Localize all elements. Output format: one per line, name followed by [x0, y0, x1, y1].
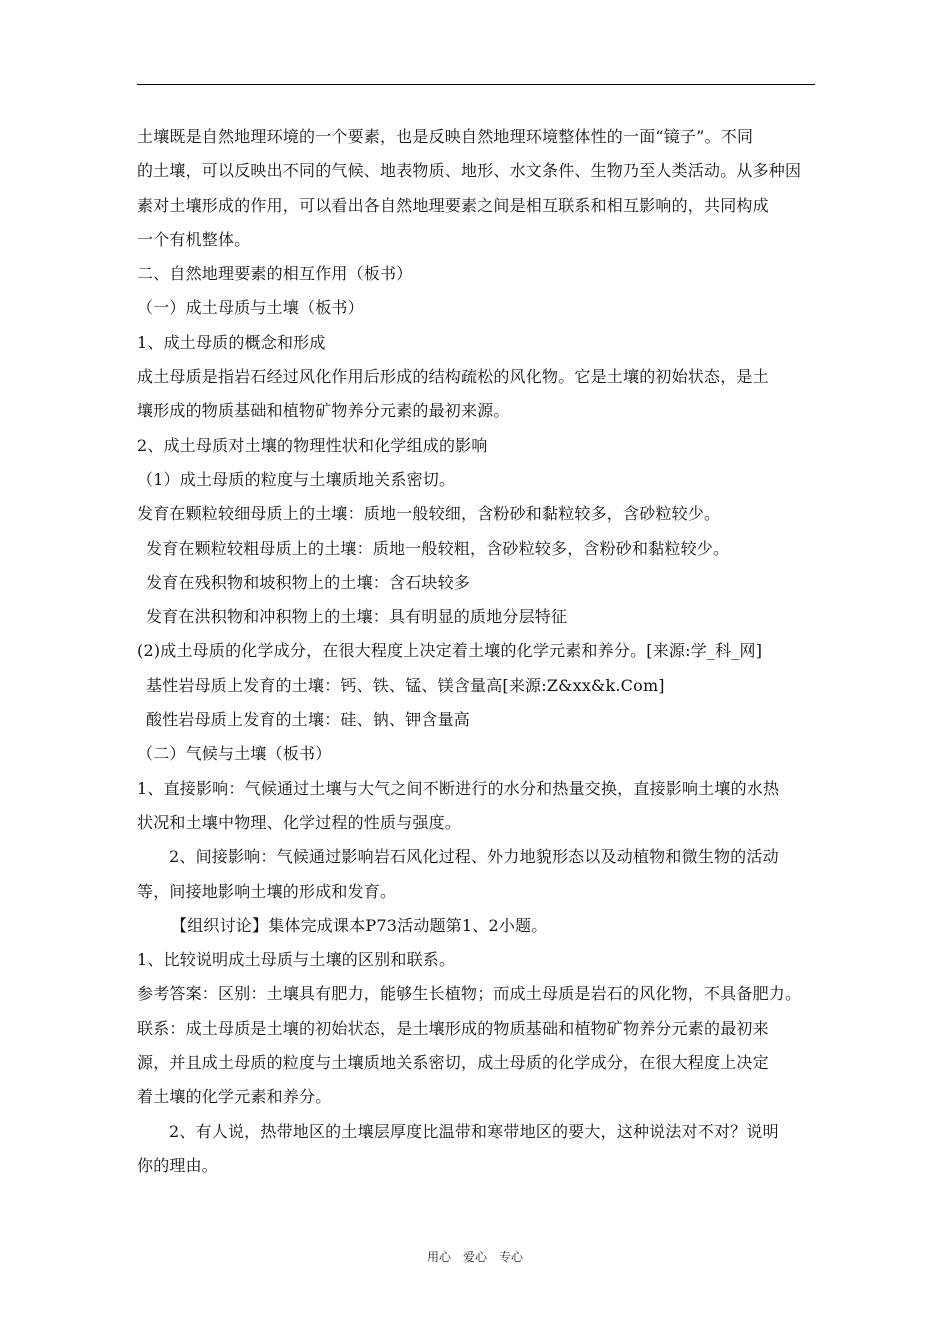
text-line: 发育在颗粒较细母质上的土壤：质地一般较细，含粉砂和黏粒较多，含砂粒较少。 — [137, 504, 721, 524]
text-line: 2、成土母质对土壤的物理性状和化学组成的影响 — [137, 435, 488, 455]
text-line: (2)成土母质的化学成分，在很大程度上决定着土壤的化学元素和养分。[来源:学_科_网] — [137, 641, 763, 661]
text-line: 一个有机整体。 — [137, 229, 251, 249]
text-line: （1）成土母质的粒度与土壤质地关系密切。 — [137, 469, 456, 489]
text-line: 着土壤的化学元素和养分。 — [137, 1087, 332, 1107]
page-footer: 用心 爱心 专心 — [426, 1250, 523, 1264]
text-line: 状况和土壤中物理、化学过程的性质与强度。 — [137, 812, 462, 832]
text-line: 源，并且成土母质的粒度与土壤质地关系密切，成土母质的化学成分，在很大程度上决定 — [137, 1053, 769, 1073]
text-line: 发育在颗粒较粗母质上的土壤：质地一般较粗，含砂粒较多，含粉砂和黏粒较少。 — [146, 538, 730, 558]
text-line: 1、成土母质的概念和形成 — [137, 332, 326, 352]
text-line: 的土壤，可以反映出不同的气候、地表物质、地形、水文条件、生物乃至人类活动。从多种因 — [137, 161, 802, 181]
text-line: 成土母质是指岩石经过风化作用后形成的结构疏松的风化物。它是土壤的初始状态，是土 — [137, 367, 769, 387]
text-line: （二）气候与土壤（板书） — [137, 744, 332, 764]
text-line: 2、有人说，热带地区的土壤层厚度比温带和寒带地区的要大，这种说法对不对？说明 — [169, 1121, 779, 1141]
header-rule — [137, 84, 815, 85]
text-line: 等，间接地影响土壤的形成和发育。 — [137, 881, 397, 901]
text-line: 1、直接影响：气候通过土壤与大气之间不断进行的水分和热量交换，直接影响土壤的水热 — [137, 778, 780, 798]
text-line: 参考答案：区别：土壤具有肥力，能够生长植物；而成土母质是岩石的风化物，不具备肥力。 — [137, 984, 802, 1004]
text-line: 联系：成土母质是土壤的初始状态，是土壤形成的物质基础和植物矿物养分元素的最初来 — [137, 1018, 769, 1038]
text-line: 你的理由。 — [137, 1155, 219, 1175]
text-line: 壤形成的物质基础和植物矿物养分元素的最初来源。 — [137, 401, 510, 421]
text-line: 1、比较说明成土母质与土壤的区别和联系。 — [137, 950, 456, 970]
text-line: 发育在洪积物和冲积物上的土壤：具有明显的质地分层特征 — [146, 607, 568, 627]
text-line: 【组织讨论】集体完成课本P73活动题第1、2小题。 — [171, 915, 548, 935]
text-line: 2、间接影响：气候通过影响岩石风化过程、外力地貌形态以及动植物和微生物的活动 — [169, 847, 779, 867]
document-body — [137, 120, 817, 1183]
text-line: 二、自然地理要素的相互作用（板书） — [137, 264, 413, 284]
text-line: 土壤既是自然地理环境的一个要素，也是反映自然地理环境整体性的一面“镜子”。不同 — [137, 127, 754, 146]
text-line: （一）成土母质与土壤（板书） — [137, 298, 364, 318]
text-line: 发育在残积物和坡积物上的土壤：含石块较多 — [146, 572, 471, 592]
text-line: 基性岩母质上发育的土壤：钙、铁、锰、镁含量高[来源:Z&xx&k.Com] — [146, 675, 665, 695]
text-line: 酸性岩母质上发育的土壤：硅、钠、钾含量高 — [146, 710, 471, 730]
text-line: 素对土壤形成的作用，可以看出各自然地理要素之间是相互联系和相互影响的，共同构成 — [137, 195, 769, 215]
